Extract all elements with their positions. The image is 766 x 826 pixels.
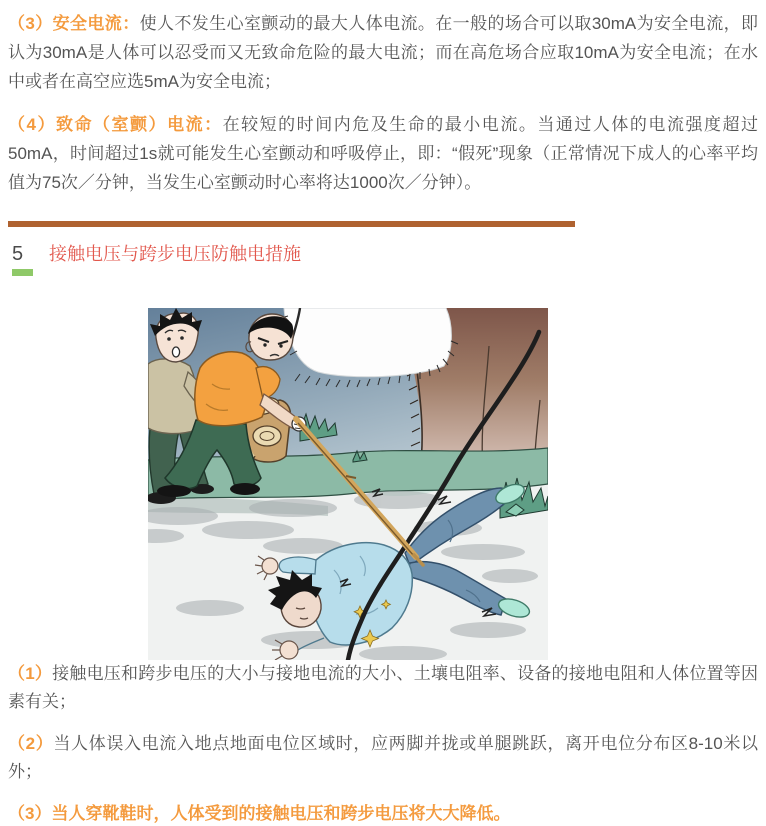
section-number: 5 — [12, 243, 24, 265]
measure-item-2 — [8, 730, 758, 786]
paragraph-label: （3）安全电流： — [8, 14, 140, 33]
measure-item-3 — [8, 800, 758, 826]
item-label: （2） — [8, 734, 54, 753]
section-title: 接触电压与跨步电压防触电措施 — [49, 244, 301, 264]
item-text: 接触电压和跨步电压的大小与接地电流的大小、土壤电阻率、设备的接地电阻和人体位置等因素有关； — [8, 664, 758, 711]
item-label: （3） — [8, 804, 52, 823]
illustration-cartoon — [148, 308, 548, 660]
measures-list — [8, 660, 758, 826]
item-text: 当人穿靴鞋时，人体受到的接触电压和跨步电压将大大降低。 — [51, 804, 511, 823]
section-number-underline — [12, 269, 33, 276]
paragraph-text: 使人不发生心室颤动的最大人体电流。在一般的场合可以取30mA为安全电流，即认为30mA是人体可以忍受而又无致命危险的最大电流；而在高危场合应取10mA为安全电流；在水中或者在高空应选5mA为安全电流； — [8, 14, 758, 91]
section-divider — [8, 221, 575, 227]
section-number-block — [12, 243, 33, 276]
electrocution-rescue-cartoon — [148, 308, 548, 660]
paragraph-label: （4）致命（室颤）电流： — [8, 115, 223, 134]
paragraph-lethal-current — [8, 110, 758, 197]
item-label: （1） — [8, 664, 53, 683]
paragraph-text: 在较短的时间内危及生命的最小电流。当通过人体的电流强度超过50mA，时间超过1s就可能发生心室颤动和呼吸停止，即：“假死”现象（正常情况下成人的心率平均值为75次／分钟，当发生心室颤动时心率将达1000次／分钟）。 — [8, 115, 758, 192]
paragraph-safe-current — [8, 9, 758, 96]
item-text: 当人体误入电流入地点地面电位区域时，应两脚并拢或单腿跳跃，离开电位分布区8-10米以外； — [8, 734, 758, 781]
measure-item-1 — [8, 660, 758, 716]
section-heading — [12, 243, 758, 276]
